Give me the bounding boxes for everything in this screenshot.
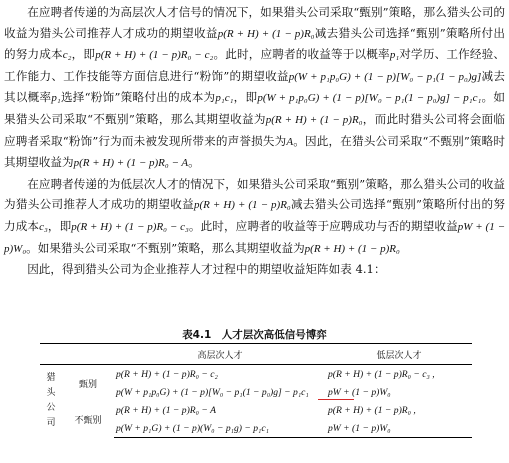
row-group-char: 猎 — [46, 373, 56, 384]
header-low-talent: 低层次人才 — [326, 344, 472, 365]
math-expression: p(R + H) + (1 − p)R₀ — [265, 113, 363, 126]
cell-screen-low-1: p(R + H) + (1 − p)R₀ − c₃ , — [328, 368, 435, 380]
row-group-char: 头 — [46, 388, 56, 399]
paragraph-conclusion — [4, 259, 505, 280]
cell-screen-low-2: pW + (1 − p)W₀ — [328, 386, 391, 398]
table-row — [40, 401, 472, 419]
cell-noscreen-high-2: p(W + p₁G) + (1 − p)(W₀ − p₁g) − p₁c₁ — [114, 419, 326, 438]
row-group-char: 公 — [46, 403, 56, 414]
cell-noscreen-high-1: p(R + H) + (1 − p)R₀ − A — [116, 404, 216, 416]
text-run: 对学历、工作经验、工作能力、工作技能等方面信息进行“粉饰”的期望收益 — [4, 47, 505, 83]
red-underline-annotation — [318, 399, 354, 400]
text-run: 在应聘者传递的为低层次人才的情况下，如果猎头公司采取“甄别”策略，那么猎头公司的收益为猎头公司推荐人才成功的期望收益 — [4, 176, 505, 212]
cell-noscreen-low-2: pW + (1 − p)W₀ — [326, 419, 472, 438]
math-expression: A — [286, 135, 294, 148]
math-expression: p₁c₁ — [215, 92, 234, 105]
text-run: 减去其以概率 — [4, 68, 505, 105]
header-high-talent: 高层次人才 — [114, 344, 326, 365]
math-expression: p(R + H) + (1 − p)R₀ − c₂ — [95, 49, 214, 62]
paragraph-low-talent — [4, 174, 505, 259]
text-run: 减去猎头公司选择“甄别”策略所付出的努力成本 — [4, 25, 505, 62]
math-expression: p(W + p₁p₀G) + (1 − p)[W₀ − p₁(1 − p₀)g] − p₁c₁ — [257, 92, 482, 105]
text-run: 选择“粉饰”策略付出的成本为 — [60, 90, 216, 105]
math-expression: p(R + H) + (1 − p)R₀ — [304, 242, 400, 255]
text-run: 。如果猎头公司采取“不甄别”策略，那么其期望收益为 — [4, 90, 505, 126]
math-expression: p(R + H) + (1 − p)R₀ — [217, 27, 315, 40]
text-run: 。此时，应聘者的收益等于以概率 — [213, 47, 390, 62]
document-body — [4, 2, 505, 280]
math-expression: p(R + H) + (1 − p)R₀ − A — [73, 157, 189, 170]
text-run: ，即 — [233, 90, 258, 105]
table-header-row — [40, 344, 472, 365]
text-run: 。此时，应聘者的收益等于应聘成功与否的期望收益 — [188, 218, 458, 233]
row-group-char: 司 — [46, 418, 56, 429]
math-expression: c₃ — [39, 220, 48, 233]
text-run: ，即 — [47, 218, 72, 233]
text-run: 因此，得到猎头公司为企业推荐人才过程中的期望收益矩阵如表 4.1： — [27, 262, 386, 277]
row-group-headhunter — [40, 365, 62, 438]
payoff-matrix-table — [40, 343, 472, 438]
math-expression: p₁ — [389, 49, 400, 62]
text-run: ，即 — [71, 47, 96, 62]
math-expression: p₁ — [51, 92, 61, 105]
cell-noscreen-low-1: p(R + H) + (1 − p)R₀ , — [328, 404, 416, 416]
text-run: 。 — [188, 155, 200, 170]
math-expression: p(R + H) + (1 − p)R₀ — [193, 199, 291, 212]
math-expression: pW + (1 − p)W₀ — [4, 220, 505, 255]
text-run: 在应聘者传递的为高层次人才信号的情况下，如果猎头公司采取“甄别”策略，那么猎头公司的收益为猎头公司推荐人才成功的期望收益 — [4, 5, 505, 40]
header-empty-cell — [62, 344, 114, 365]
text-run: 。因此，在猎头公司采取“不甄别”策略时其期望收益为 — [4, 133, 505, 170]
table-caption: 表4.1 人才层次高低信号博弈 — [182, 329, 327, 341]
math-expression: p(R + H) + (1 − p)R₀ − c₃ — [71, 220, 189, 233]
cell-screen-high-1: p(R + H) + (1 − p)R₀ − c₂ — [116, 368, 218, 380]
header-empty-cell — [40, 344, 62, 365]
paragraph-high-talent — [4, 2, 505, 174]
row-label-screen: 甄别 — [78, 379, 97, 390]
text-run: 减去猎头公司选择“甄别”策略所付出的努力成本 — [4, 197, 505, 233]
text-run: ，而此时猎头公司将会面临应聘者采取“粉饰”行为而未被发现所带来的声誉损失为 — [4, 111, 505, 148]
math-expression: c₂ — [62, 49, 72, 62]
text-run: 。如果猎头公司采取“不甄别”策略，那么其期望收益为 — [26, 240, 305, 255]
row-label-noscreen: 不甄别 — [74, 415, 102, 426]
table-row — [40, 365, 472, 384]
cell-screen-high-2: p(W + p₁p₀G) + (1 − p)[W₀ − p₁(1 − p₀)g] − p₁c₁ — [116, 386, 309, 398]
math-expression: p(W + p₁p₀G) + (1 − p)[W₀ − p₁(1 − p₀)g] — [288, 70, 482, 83]
